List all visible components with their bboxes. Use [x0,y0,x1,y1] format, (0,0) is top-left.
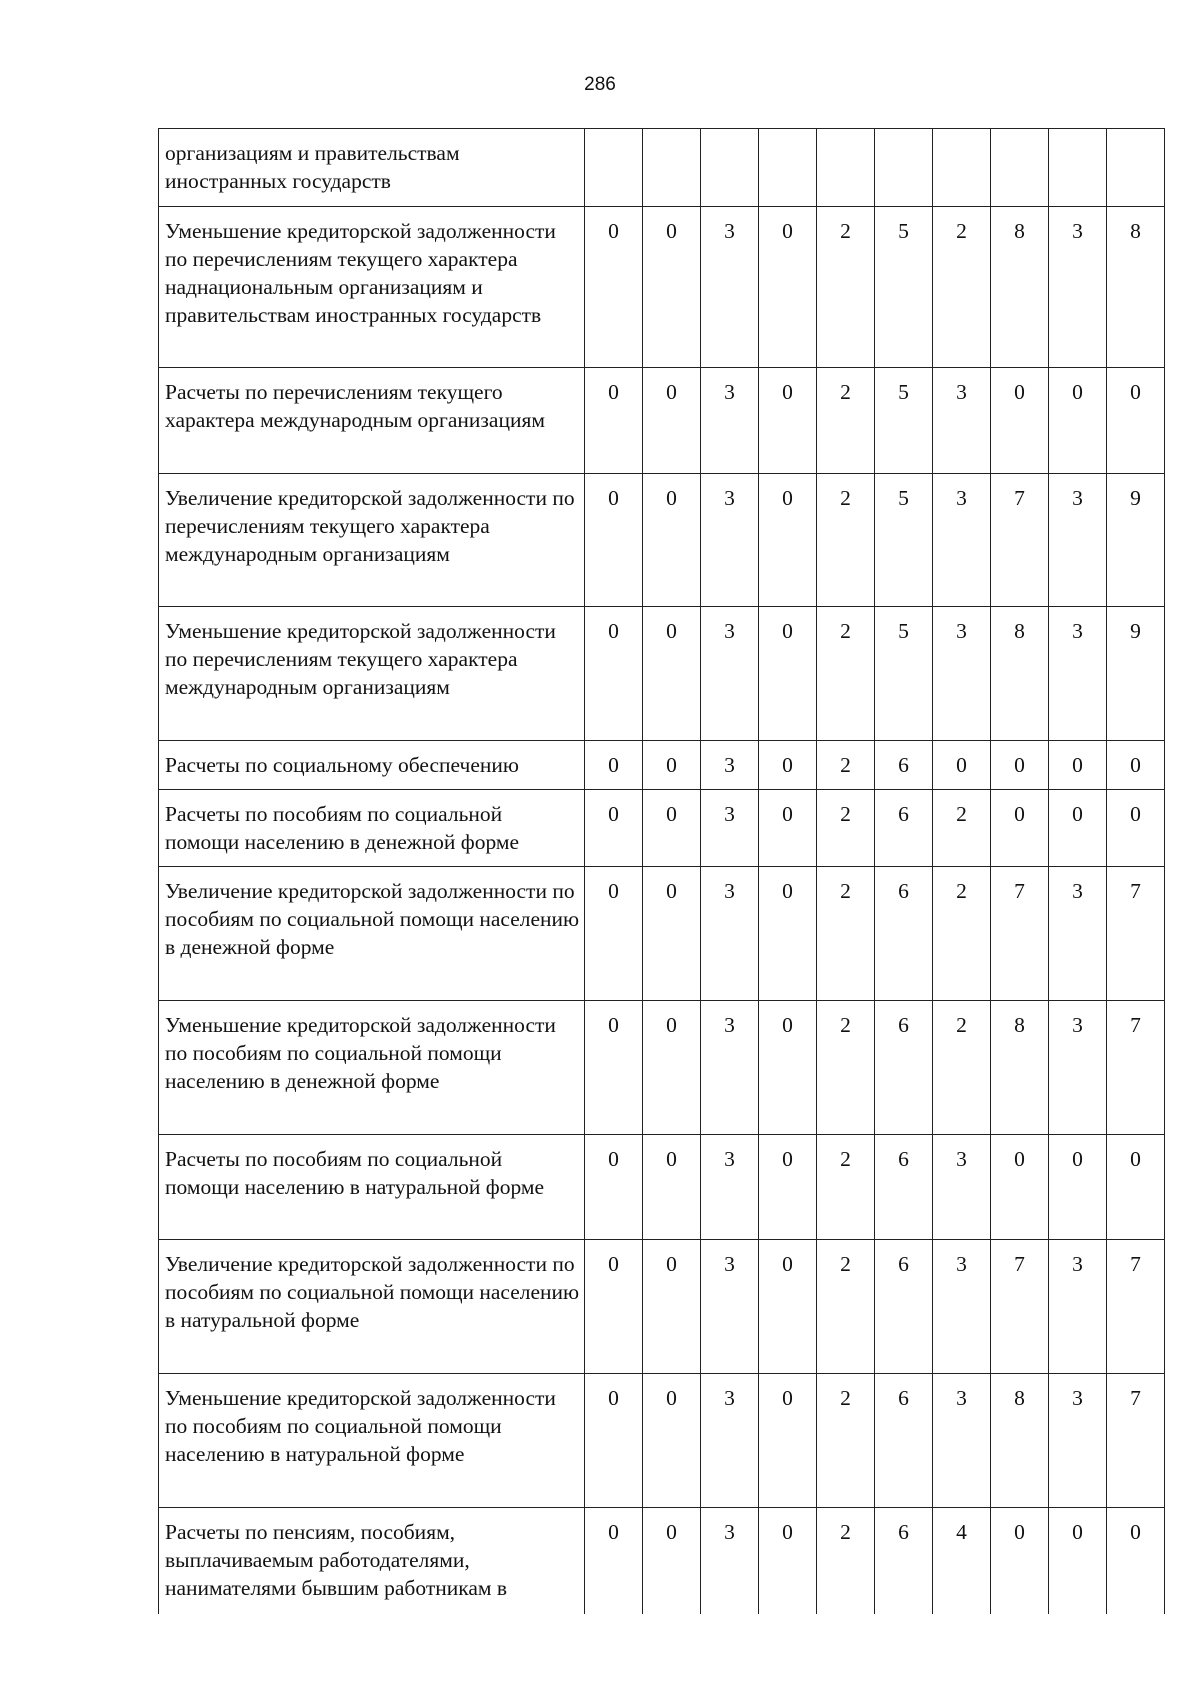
code-digit-10: 8 [1107,207,1165,368]
code-digit-6: 6 [875,741,933,790]
code-digit-7: 3 [933,1135,991,1240]
code-digit-8: 8 [991,1001,1049,1135]
row-description: Уменьшение кредиторской задолженности по перечислениям текущего характера наднациональным организациям и правительствам иностранных государств [159,207,585,368]
code-digit-8: 0 [991,790,1049,867]
code-digit-10: 7 [1107,1240,1165,1374]
code-digit-10: 0 [1107,790,1165,867]
row-description: организациям и правительствам иностранных государств [159,129,585,207]
code-digit-6: 6 [875,1240,933,1374]
table-row [159,741,1165,790]
code-digit-7: 3 [933,607,991,741]
code-digit-3: 3 [701,368,759,474]
code-digit-7: 2 [933,867,991,1001]
code-digit-3: 3 [701,207,759,368]
code-digit-4: 0 [759,1374,817,1508]
code-digit-5: 2 [817,607,875,741]
code-digit-2: 0 [643,1001,701,1135]
code-digit-5: 2 [817,1001,875,1135]
code-digit-10: 9 [1107,474,1165,607]
table-row [159,368,1165,474]
code-digit-1: 0 [585,1135,643,1240]
code-digit-9: 0 [1049,1508,1107,1614]
code-digit-4: 0 [759,474,817,607]
code-digit-7: 3 [933,474,991,607]
code-digit-10: 7 [1107,867,1165,1001]
code-digit-2: 0 [643,1374,701,1508]
code-digit-1: 0 [585,1508,643,1614]
code-digit-5: 2 [817,1374,875,1508]
code-digit-4: 0 [759,790,817,867]
code-digit-5: 2 [817,207,875,368]
row-description: Увеличение кредиторской задолженности по пособиям по социальной помощи населению в денежной форме [159,867,585,1001]
code-digit-6: 5 [875,607,933,741]
code-digit-10: 9 [1107,607,1165,741]
row-description: Расчеты по пособиям по социальной помощи населению в денежной форме [159,790,585,867]
code-digit-9 [1049,129,1107,207]
code-digit-3: 3 [701,790,759,867]
accounts-table-body [159,129,1165,1614]
code-digit-7: 2 [933,207,991,368]
code-digit-7 [933,129,991,207]
code-digit-3: 3 [701,1135,759,1240]
code-digit-3: 3 [701,741,759,790]
row-description: Расчеты по социальному обеспечению [159,741,585,790]
row-description: Уменьшение кредиторской задолженности по перечислениям текущего характера международным организациям [159,607,585,741]
code-digit-8: 0 [991,368,1049,474]
code-digit-7: 4 [933,1508,991,1614]
code-digit-2: 0 [643,207,701,368]
code-digit-2: 0 [643,867,701,1001]
code-digit-5: 2 [817,867,875,1001]
code-digit-5: 2 [817,1240,875,1374]
code-digit-7: 3 [933,1374,991,1508]
code-digit-4: 0 [759,741,817,790]
code-digit-5: 2 [817,474,875,607]
code-digit-5: 2 [817,368,875,474]
code-digit-5: 2 [817,741,875,790]
code-digit-4: 0 [759,368,817,474]
code-digit-3: 3 [701,474,759,607]
code-digit-3: 3 [701,867,759,1001]
code-digit-8: 8 [991,607,1049,741]
code-digit-1 [585,129,643,207]
code-digit-6: 6 [875,790,933,867]
row-description: Уменьшение кредиторской задолженности по пособиям по социальной помощи населению в денежной форме [159,1001,585,1135]
code-digit-6: 5 [875,368,933,474]
row-description: Расчеты по пенсиям, пособиям, выплачиваемым работодателями, нанимателями бывшим работникам в [159,1508,585,1614]
code-digit-4: 0 [759,207,817,368]
code-digit-9: 3 [1049,607,1107,741]
table-row [159,867,1165,1001]
code-digit-2 [643,129,701,207]
code-digit-2: 0 [643,1135,701,1240]
code-digit-10 [1107,129,1165,207]
code-digit-3: 3 [701,1374,759,1508]
page-number: 286 [584,74,616,95]
code-digit-8: 0 [991,1135,1049,1240]
code-digit-9: 3 [1049,1240,1107,1374]
code-digit-10: 0 [1107,1508,1165,1614]
code-digit-2: 0 [643,474,701,607]
code-digit-5: 2 [817,1508,875,1614]
code-digit-4: 0 [759,1001,817,1135]
code-digit-10: 7 [1107,1001,1165,1135]
code-digit-2: 0 [643,368,701,474]
code-digit-2: 0 [643,607,701,741]
code-digit-8: 7 [991,867,1049,1001]
row-description: Расчеты по пособиям по социальной помощи населению в натуральной форме [159,1135,585,1240]
code-digit-9: 3 [1049,867,1107,1001]
row-description: Увеличение кредиторской задолженности по перечислениям текущего характера международным организациям [159,474,585,607]
code-digit-5: 2 [817,1135,875,1240]
code-digit-7: 2 [933,1001,991,1135]
code-digit-1: 0 [585,1374,643,1508]
code-digit-4: 0 [759,1508,817,1614]
code-digit-8: 0 [991,1508,1049,1614]
code-digit-8: 0 [991,741,1049,790]
code-digit-8: 8 [991,1374,1049,1508]
code-digit-4: 0 [759,607,817,741]
table-row [159,207,1165,368]
code-digit-7: 0 [933,741,991,790]
code-digit-10: 7 [1107,1374,1165,1508]
code-digit-4: 0 [759,867,817,1001]
code-digit-1: 0 [585,474,643,607]
code-digit-9: 0 [1049,368,1107,474]
code-digit-6 [875,129,933,207]
code-digit-8 [991,129,1049,207]
code-digit-1: 0 [585,1001,643,1135]
code-digit-1: 0 [585,790,643,867]
code-digit-6: 6 [875,867,933,1001]
code-digit-6: 6 [875,1135,933,1240]
code-digit-9: 0 [1049,790,1107,867]
code-digit-10: 0 [1107,368,1165,474]
code-digit-8: 8 [991,207,1049,368]
code-digit-6: 6 [875,1001,933,1135]
code-digit-5 [817,129,875,207]
code-digit-3: 3 [701,607,759,741]
code-digit-7: 3 [933,1240,991,1374]
code-digit-8: 7 [991,474,1049,607]
code-digit-9: 0 [1049,1135,1107,1240]
code-digit-1: 0 [585,368,643,474]
code-digit-2: 0 [643,1240,701,1374]
code-digit-1: 0 [585,607,643,741]
code-digit-2: 0 [643,790,701,867]
code-digit-4: 0 [759,1240,817,1374]
code-digit-9: 0 [1049,741,1107,790]
code-digit-3: 3 [701,1240,759,1374]
table-row [159,474,1165,607]
code-digit-10: 0 [1107,1135,1165,1240]
code-digit-6: 6 [875,1508,933,1614]
row-description: Увеличение кредиторской задолженности по пособиям по социальной помощи населению в натуральной форме [159,1240,585,1374]
table-row [159,1001,1165,1135]
code-digit-9: 3 [1049,1001,1107,1135]
code-digit-7: 3 [933,368,991,474]
code-digit-9: 3 [1049,1374,1107,1508]
row-description: Расчеты по перечислениям текущего характера международным организациям [159,368,585,474]
table-row [159,607,1165,741]
code-digit-3: 3 [701,1508,759,1614]
accounts-table [158,128,1165,1614]
code-digit-3 [701,129,759,207]
code-digit-7: 2 [933,790,991,867]
code-digit-3: 3 [701,1001,759,1135]
table-row [159,790,1165,867]
code-digit-5: 2 [817,790,875,867]
table-row [159,1135,1165,1240]
code-digit-10: 0 [1107,741,1165,790]
code-digit-1: 0 [585,1240,643,1374]
code-digit-8: 7 [991,1240,1049,1374]
code-digit-9: 3 [1049,207,1107,368]
code-digit-9: 3 [1049,474,1107,607]
code-digit-2: 0 [643,1508,701,1614]
code-digit-6: 6 [875,1374,933,1508]
code-digit-1: 0 [585,867,643,1001]
row-description: Уменьшение кредиторской задолженности по пособиям по социальной помощи населению в натуральной форме [159,1374,585,1508]
code-digit-4: 0 [759,1135,817,1240]
code-digit-6: 5 [875,207,933,368]
code-digit-6: 5 [875,474,933,607]
code-digit-4 [759,129,817,207]
table-row [159,1508,1165,1614]
code-digit-1: 0 [585,207,643,368]
code-digit-2: 0 [643,741,701,790]
table-row [159,129,1165,207]
table-row [159,1374,1165,1508]
code-digit-1: 0 [585,741,643,790]
table-row [159,1240,1165,1374]
